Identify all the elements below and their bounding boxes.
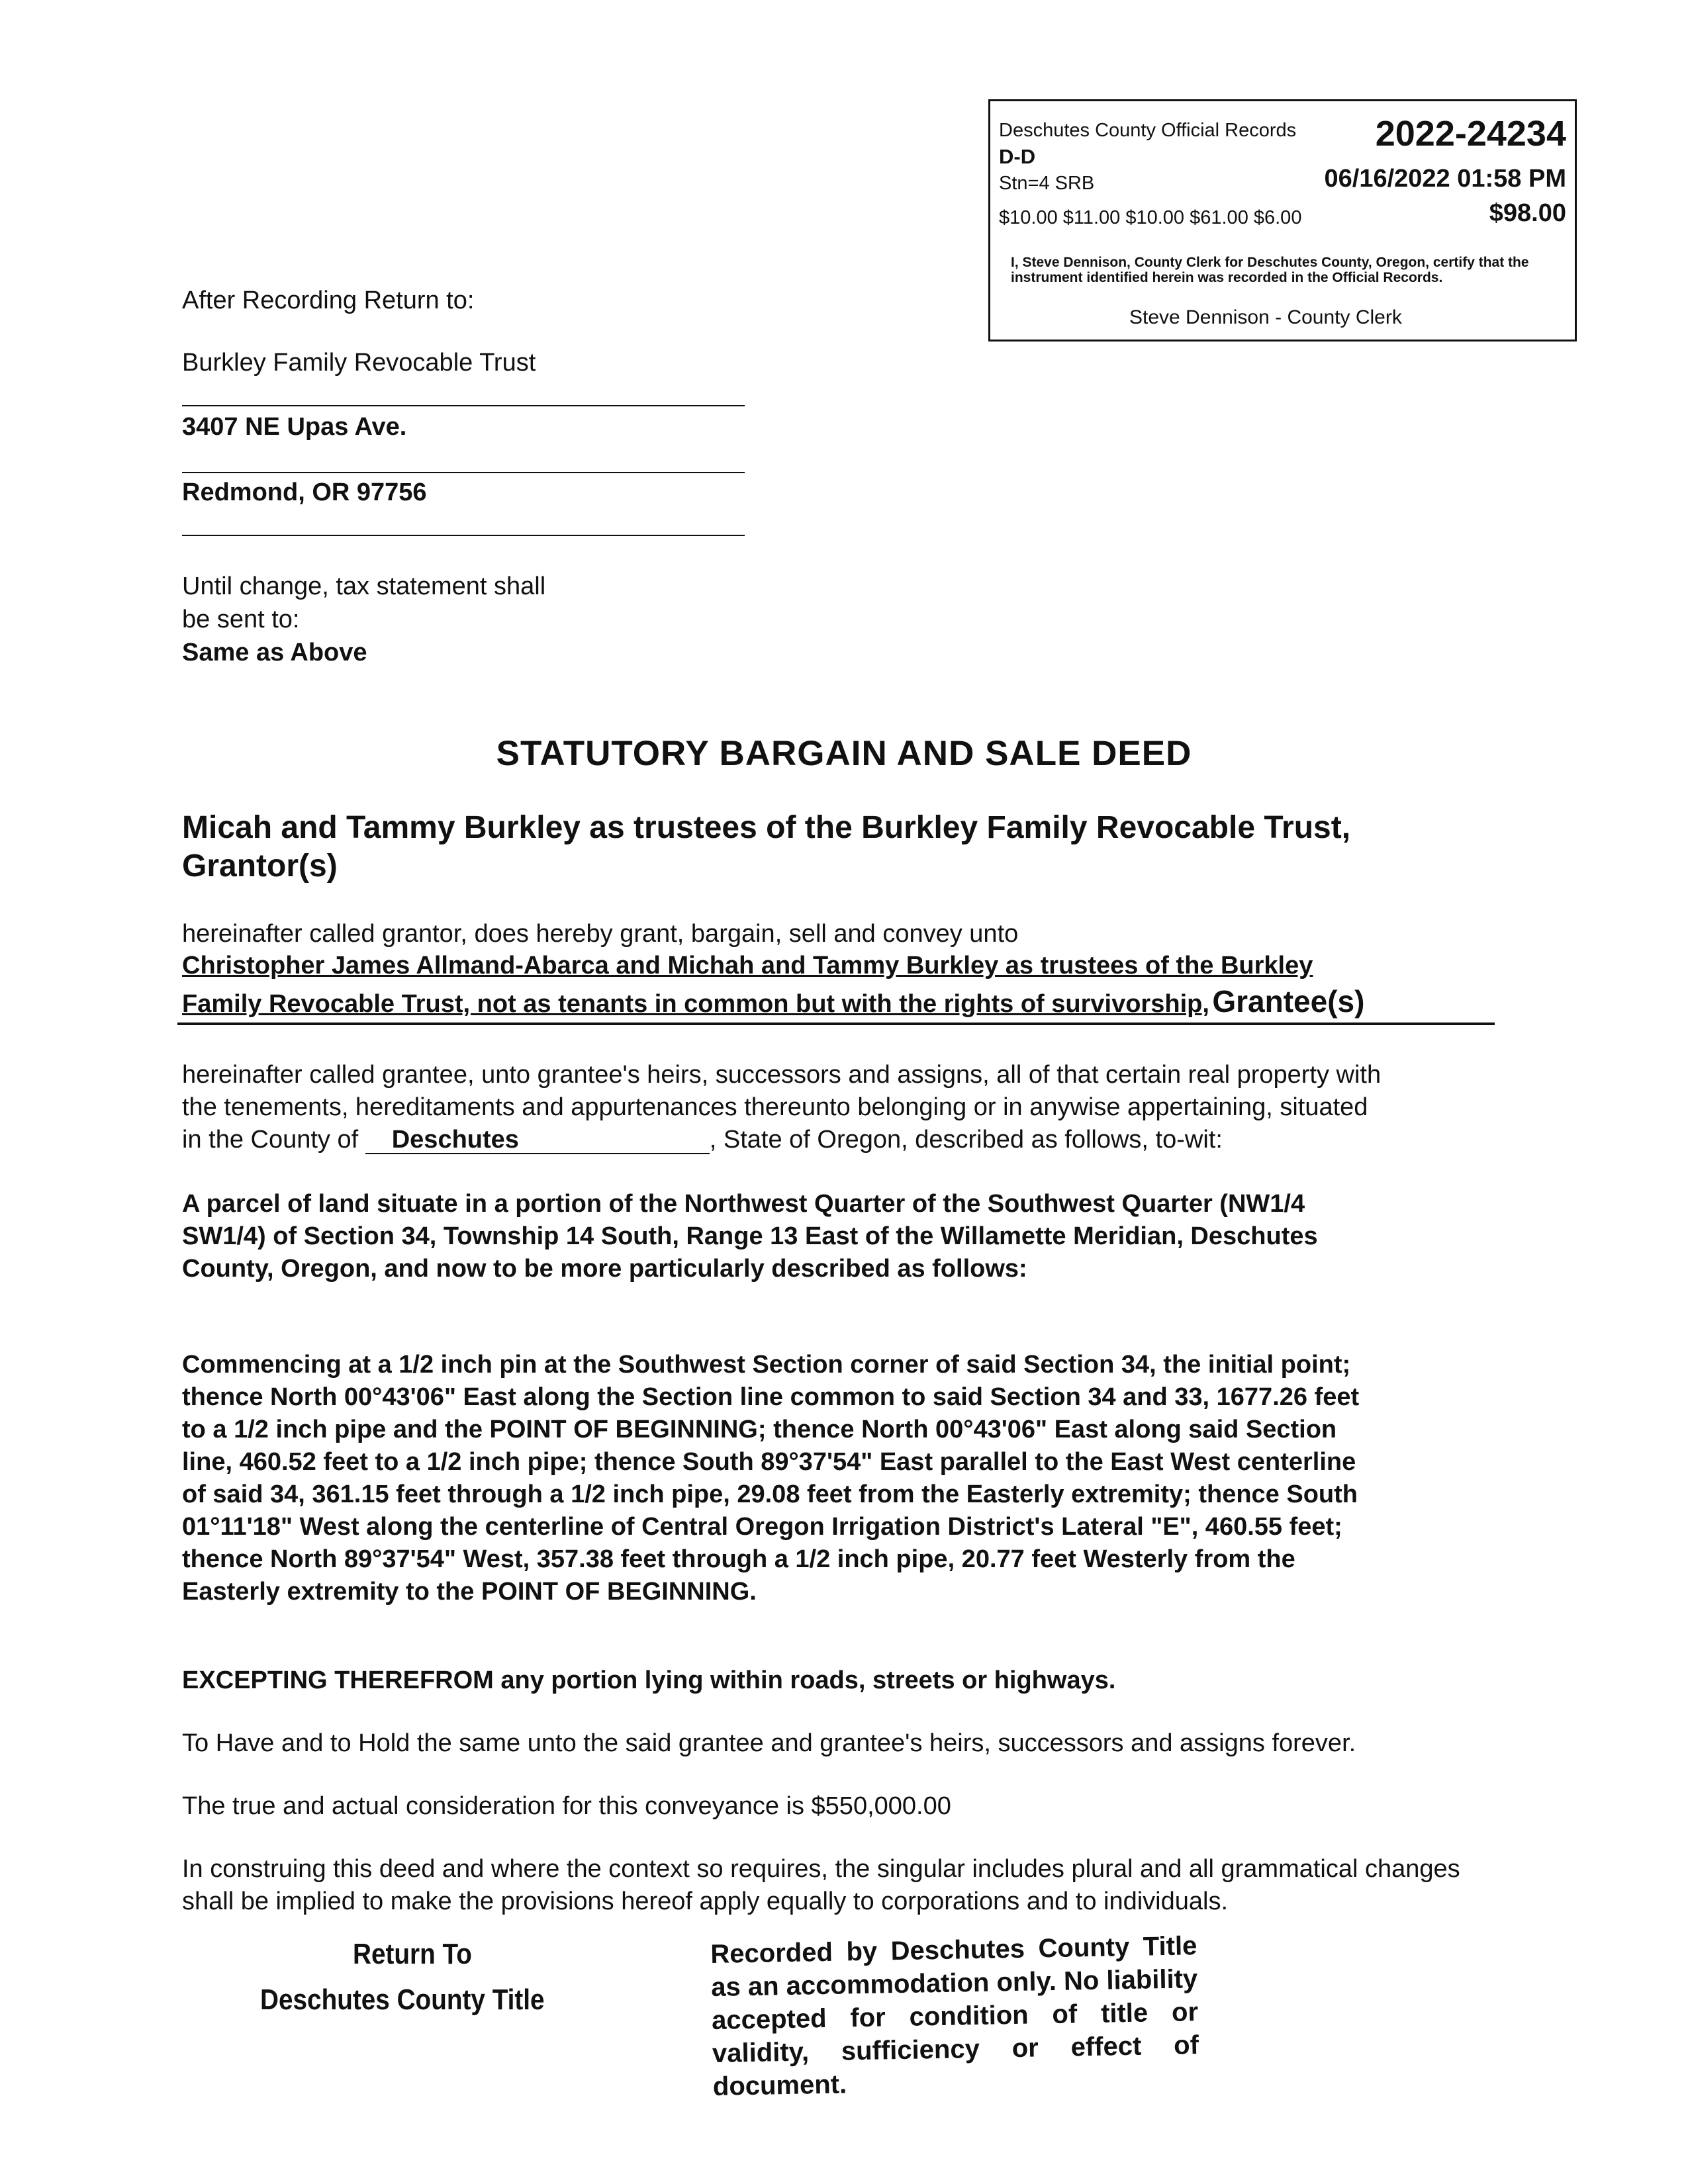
station-code: Stn=4 SRB [999, 173, 1095, 194]
habendum-clause: To Have and to Hold the same unto the said grantee and grantee's heirs, successors and assigns forever. [182, 1729, 1356, 1757]
divider [182, 535, 745, 536]
grantee-label: Grantee(s) [1212, 984, 1365, 1019]
consideration-statement: The true and actual consideration for this conveyance is $550,000.00 [182, 1792, 951, 1820]
legal-description-metes-bounds: Commencing at a 1/2 inch pin at the Southwest Section corner of said Section 34, the initial point; thence North 00°43'06" East along the Section line common to said Section 34 and 33, 1677.26 feet to a 1/2 inch pipe and the POINT OF BEGINNING; thence North 00°43'06" East along said Section line, 460.52 feet to a 1/2 inch pipe; thence South 89°37'54" East parallel to the East West centerline of said 34, 361.15 feet through a 1/2 inch pipe, 29.08 feet from the Easterly extremity; thence South 01°11'18" West along the centerline of Central Oregon Irrigation District's Lateral "E", 460.55 feet; thence North 89°37'54" West, 357.38 feet through a 1/2 inch pipe, 20.77 feet Westerly from the Easterly extremity to the POINT OF BEGINNING. [182, 1351, 1360, 1606]
return-to-label: After Recording Return to: [182, 287, 475, 314]
divider [177, 1023, 1495, 1025]
divider [182, 472, 745, 473]
legal-description-intro: A parcel of land situate in a portion of the Northwest Quarter of the Southwest Quarter (NW1/4 SW1/4) of Section 34, Township 14 South, Range 13 East of the Willamette Meridian, Deschutes County, Oregon, and now to be more particularly described as follows: [182, 1190, 1318, 1283]
grantor-line2: Grantor(s) [182, 848, 338, 884]
county-name: Deschutes [365, 1126, 710, 1154]
document-type-code: D-D [999, 145, 1036, 168]
grantee-line1: Christopher James Allmand-Abarca and Michah and Tammy Burkley as trustees of the Burkley [182, 952, 1313, 979]
grantee-line2: Family Revocable Trust, not as tenants in common but with the rights of survivorship, [182, 990, 1209, 1018]
document-number: 2022-24234 [1375, 114, 1566, 154]
return-to-stamp-line2: Deschutes County Title [260, 1983, 545, 2016]
recording-stamp-box [988, 99, 1577, 341]
deed-title: STATUTORY BARGAIN AND SALE DEED [496, 734, 1192, 773]
divider [182, 405, 745, 406]
excepting-clause: EXCEPTING THEREFROM any portion lying within roads, streets or highways. [182, 1666, 1116, 1694]
return-to-name: Burkley Family Revocable Trust [182, 349, 536, 377]
tax-statement-line2: be sent to: [182, 606, 300, 633]
records-office: Deschutes County Official Records [999, 120, 1297, 141]
grantee-line2-row [182, 983, 1364, 1019]
county-suffix: , State of Oregon, described as follows, to-wit: [709, 1126, 1223, 1154]
recording-datetime: 06/16/2022 01:58 PM [1324, 165, 1566, 193]
construing-clause: In construing this deed and where the context so requires, the singular includes plural and all grammatical changes shall be implied to make the provisions hereof apply equally to corporations and to individuals. [182, 1855, 1460, 1915]
accommodation-stamp: Recorded by Deschutes County Title as an accommodation only. No liability accepted for condition of title or validity, sufficiency or effect of document. [710, 1931, 1199, 2101]
grantee-paragraph-line1: hereinafter called grantee, unto grantee's heirs, successors and assigns, all of that certain real property with [182, 1061, 1382, 1089]
county-prefix: in the County of [182, 1126, 359, 1154]
grantor-line1: Micah and Tammy Burkley as trustees of the Burkley Family Revocable Trust, [182, 810, 1351, 845]
county-line [182, 1124, 1506, 1156]
return-to-street: 3407 NE Upas Ave. [182, 413, 407, 441]
grantor-block [182, 809, 1506, 886]
tax-statement-value: Same as Above [182, 639, 367, 666]
fee-total: $98.00 [1489, 199, 1566, 227]
clerk-certification: I, Steve Dennison, County Clerk for Deschutes County, Oregon, certify that the instrument identified herein was recorded in the Official Records. [1011, 255, 1529, 285]
clerk-name: Steve Dennison - County Clerk [1129, 306, 1402, 328]
return-to-city: Redmond, OR 97756 [182, 478, 427, 506]
grant-intro: hereinafter called grantor, does hereby grant, bargain, sell and convey unto [182, 920, 1019, 948]
grantee-paragraph [182, 1059, 1506, 1156]
return-to-stamp-line1: Return To [353, 1938, 472, 1970]
tax-statement-line1: Until change, tax statement shall [182, 572, 546, 600]
grantee-paragraph-line2: the tenements, hereditaments and appurtenances thereunto belonging or in anywise appertaining, situated [182, 1093, 1368, 1121]
fee-breakdown: $10.00 $11.00 $10.00 $61.00 $6.00 [999, 207, 1302, 228]
